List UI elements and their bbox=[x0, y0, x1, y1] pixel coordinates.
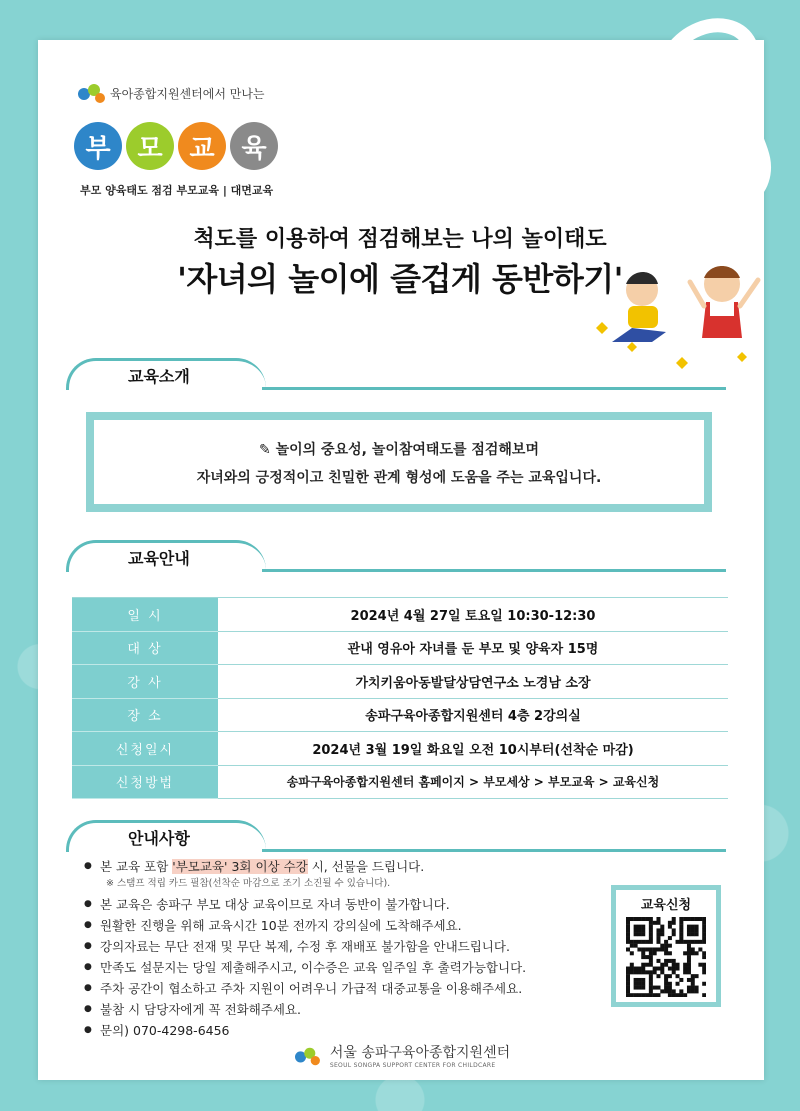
list-item: ● 강의자료는 무단 전재 및 무단 복제, 수정 후 재배포 불가함을 안내드립니다. bbox=[84, 936, 604, 957]
list-item: ● 주차 공간이 협소하고 주차 지원이 어려우니 가급적 대중교통을 이용해주세요. bbox=[84, 978, 604, 999]
title-circles bbox=[74, 122, 278, 170]
info-value: 2024년 3월 19일 화요일 오전 10시부터(선착순 마감) bbox=[218, 732, 728, 766]
note1-pre: 본 교육 포함 bbox=[100, 859, 173, 874]
footer bbox=[0, 1042, 800, 1069]
info-section-header bbox=[66, 540, 726, 572]
table-row bbox=[72, 765, 728, 799]
list-item: ● 불참 시 담당자에게 꼭 전화해주세요. bbox=[84, 999, 604, 1020]
info-table bbox=[72, 597, 728, 799]
info-key: 강 사 bbox=[72, 665, 218, 699]
title-circle-1: 부 bbox=[74, 122, 122, 170]
info-value: 가치키움아동발달상담연구소 노경남 소장 bbox=[218, 665, 728, 699]
footer-text bbox=[330, 1042, 510, 1069]
info-key: 신청일시 bbox=[72, 732, 218, 766]
info-key: 신청방법 bbox=[72, 765, 218, 799]
main-title-line2: '자녀의 놀이에 즐겁게 동반하기' bbox=[177, 260, 623, 298]
list-item: ● 문의) 070-4298-6456 bbox=[84, 1020, 604, 1041]
intro-header-line bbox=[262, 387, 726, 390]
info-value: 송파구육아종합지원센터 4층 2강의실 bbox=[218, 698, 728, 732]
note1-post: 시, 선물을 드립니다. bbox=[307, 859, 425, 874]
kids-illustration bbox=[592, 262, 772, 372]
notes-heading: 안내사항 bbox=[128, 829, 190, 848]
footer-name: 서울 송파구육아종합지원센터 bbox=[329, 1045, 511, 1061]
note1-sub: ※ 스탬프 적립 카드 필참(선착순 마감으로 조기 소진될 수 있습니다). bbox=[106, 878, 391, 889]
table-row bbox=[72, 665, 728, 699]
table-row bbox=[72, 732, 728, 766]
intro-box bbox=[86, 412, 712, 512]
qr-code-icon[interactable] bbox=[626, 917, 706, 997]
title-circle-4: 육 bbox=[230, 122, 278, 170]
center-logo-icon bbox=[76, 80, 106, 106]
list-item: ● 만족도 설문지는 당일 제출해주시고, 이수증은 교육 일주일 후 출력가능합니다. bbox=[84, 957, 604, 978]
main-title-line1: 척도를 이용하여 점검해보는 나의 놀이태도 bbox=[193, 227, 607, 252]
qr-title: 교육신청 bbox=[640, 898, 692, 913]
info-key: 대 상 bbox=[72, 631, 218, 665]
list-item: ● 본 교육은 송파구 부모 대상 교육이므로 자녀 동반이 불가합니다. bbox=[84, 894, 604, 915]
program-subline: 부모 양육태도 점검 부모교육 | 대면교육 bbox=[80, 184, 274, 197]
notes-section-header bbox=[66, 820, 726, 852]
table-row bbox=[72, 698, 728, 732]
title-circle-2: 모 bbox=[126, 122, 174, 170]
info-value: 관내 영유아 자녀를 둔 부모 및 양육자 15명 bbox=[218, 631, 728, 665]
qr-box[interactable] bbox=[611, 885, 721, 1007]
info-value: 2024년 4월 27일 토요일 10:30-12:30 bbox=[218, 598, 728, 632]
title-circle-3: 교 bbox=[178, 122, 226, 170]
footer-logo-icon bbox=[290, 1044, 324, 1068]
info-value: 송파구육아종합지원센터 홈페이지 > 부모세상 > 부모교육 > 교육신청 bbox=[218, 765, 728, 799]
table-row bbox=[72, 631, 728, 665]
table-row bbox=[72, 598, 728, 632]
note1-highlight: '부모교육' 3회 이상 수강 bbox=[172, 859, 308, 874]
info-key: 장 소 bbox=[72, 698, 218, 732]
list-item bbox=[84, 856, 604, 877]
intro-heading: 교육소개 bbox=[128, 367, 190, 386]
notes-list bbox=[84, 856, 604, 1041]
footer-sub: SEOUL SONGPA SUPPORT CENTER FOR CHILDCARE bbox=[329, 1062, 496, 1069]
list-item: ● 원활한 진행을 위해 교육시간 10분 전까지 강의실에 도착해주세요. bbox=[84, 915, 604, 936]
intro-line2: 자녀와의 긍정적이고 친밀한 관계 형성에 도움을 주는 교육입니다. bbox=[196, 470, 602, 486]
info-header-line bbox=[262, 569, 726, 572]
intro-section-header bbox=[66, 358, 726, 390]
intro-line1: 놀이의 중요성, 놀이참여태도를 점검해보며 bbox=[275, 442, 539, 458]
info-key: 일 시 bbox=[72, 598, 218, 632]
info-heading: 교육안내 bbox=[128, 549, 190, 568]
intro-line1-row bbox=[94, 436, 704, 464]
pencil-icon: ✎ bbox=[259, 442, 271, 458]
org-line: 육아종합지원센터에서 만나는 bbox=[110, 86, 265, 101]
org-logo-row bbox=[76, 80, 265, 106]
notes-header-line bbox=[262, 849, 726, 852]
